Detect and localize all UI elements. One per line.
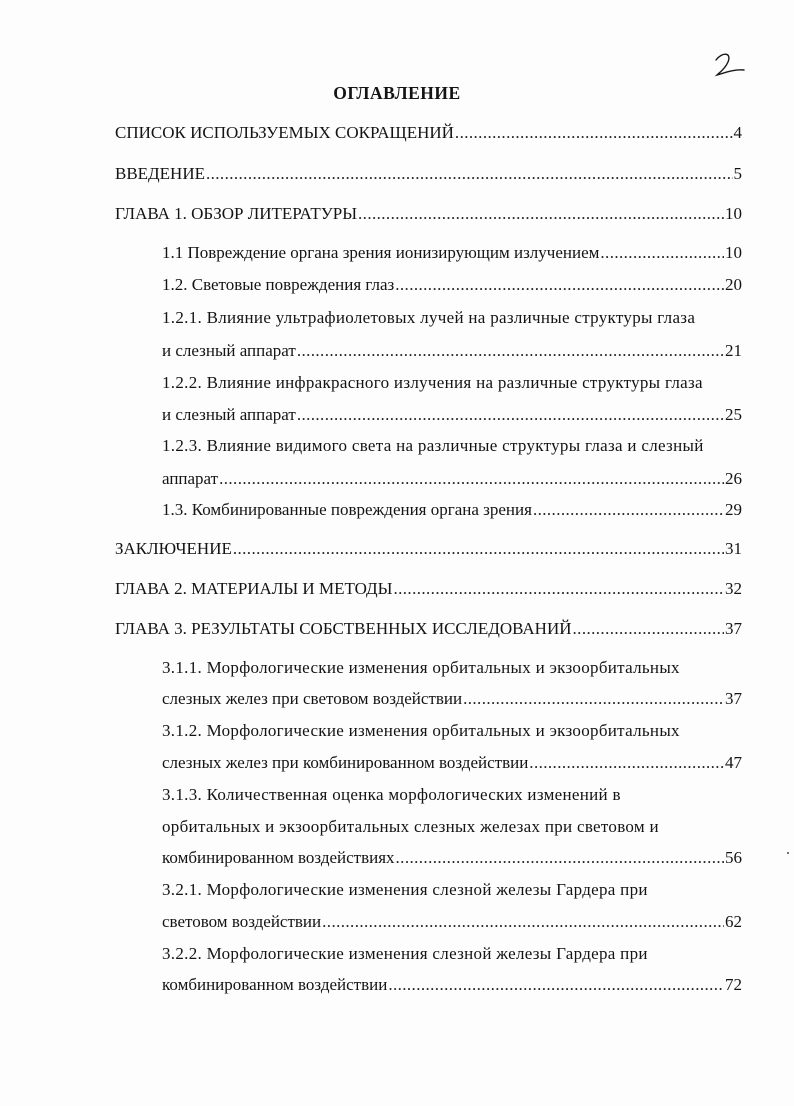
toc-page: 56 — [725, 848, 742, 867]
toc-entry-3-2-2-line1: 3.2.2. Морфологические изменения слезной железы Гардера при — [162, 944, 648, 963]
toc-page: 26 — [725, 469, 742, 488]
toc-label: 1.3. Комбинированные повреждения органа зрения — [162, 500, 532, 519]
toc-page: 4 — [733, 123, 742, 142]
toc-leader — [297, 404, 724, 426]
toc-label: слезных желез при световом воздействии — [162, 689, 463, 708]
toc-leader — [322, 911, 724, 933]
toc-entry-3-1-3-line2: орбитальных и экзоорбитальных слезных железах при световом и — [162, 817, 659, 836]
toc-entry-1-2[interactable] — [162, 274, 742, 296]
toc-leader — [463, 688, 724, 710]
toc-label: ГЛАВА 2. МАТЕРИАЛЫ И МЕТОДЫ — [115, 579, 393, 598]
page-number-handwritten — [708, 48, 756, 82]
toc-page: 37 — [725, 619, 742, 638]
toc-label: ЗАКЛЮЧЕНИЕ — [115, 539, 232, 558]
toc-entry-3-2-2[interactable] — [162, 974, 742, 996]
toc-entry-3-2-1[interactable] — [162, 911, 742, 933]
toc-label: комбинированном воздействиях — [162, 848, 395, 867]
toc-label: комбинированном воздействии — [162, 975, 388, 994]
toc-label: СПИСОК ИСПОЛЬЗУЕМЫХ СОКРАЩЕНИЙ — [115, 123, 454, 142]
toc-entry-1-3[interactable] — [162, 499, 742, 521]
toc-label: световом воздействии — [162, 912, 322, 931]
toc-page: 25 — [725, 405, 742, 424]
toc-page: 32 — [725, 579, 742, 598]
toc-entry-3-1-3[interactable] — [162, 847, 742, 869]
toc-leader — [358, 203, 724, 225]
toc-entry-3-1-1[interactable] — [162, 688, 742, 710]
toc-entry-conclusion[interactable] — [115, 538, 742, 560]
toc-page: 72 — [725, 975, 742, 994]
toc-page: 47 — [725, 753, 742, 772]
toc-leader — [455, 122, 733, 144]
toc-leader — [533, 499, 724, 521]
toc-leader — [388, 974, 724, 996]
toc-entry-chapter-3[interactable] — [115, 618, 742, 640]
toc-label: 1.2. Световые повреждения глаз — [162, 275, 395, 294]
toc-entry-1-2-3[interactable] — [162, 468, 742, 490]
toc-label: 1.1 Повреждение органа зрения ионизирующим излучением — [162, 243, 600, 262]
toc-page: 29 — [725, 500, 742, 519]
toc-leader — [297, 340, 724, 362]
toc-label: и слезный аппарат — [162, 405, 296, 424]
toc-entry-abbreviations[interactable] — [115, 122, 742, 144]
toc-page: 10 — [725, 204, 742, 223]
toc-entry-3-1-2-line1: 3.1.2. Морфологические изменения орбитальных и экзоорбитальных — [162, 721, 680, 740]
toc-leader — [600, 242, 724, 264]
toc-entry-1-2-1-line1: 1.2.1. Влияние ультрафиолетовых лучей на различные структуры глаза — [162, 308, 696, 327]
toc-leader — [219, 468, 724, 490]
toc-page: 37 — [725, 689, 742, 708]
toc-label: ГЛАВА 3. РЕЗУЛЬТАТЫ СОБСТВЕННЫХ ИССЛЕДОВАНИЙ — [115, 619, 572, 638]
toc-page: 10 — [725, 243, 742, 262]
toc-entry-1-1[interactable] — [162, 242, 742, 264]
toc-page: 21 — [725, 341, 742, 360]
toc-leader — [206, 163, 733, 185]
toc-page: 5 — [733, 164, 742, 183]
toc-label: слезных желез при комбинированном воздействии — [162, 753, 529, 772]
toc-entry-chapter-2[interactable] — [115, 578, 742, 600]
toc-entry-3-1-3-line1: 3.1.3. Количественная оценка морфологических изменений в — [162, 785, 621, 804]
toc-leader — [573, 618, 724, 640]
toc-entry-1-2-2[interactable] — [162, 404, 742, 426]
toc-entry-chapter-1[interactable] — [115, 203, 742, 225]
page-title: ОГЛАВЛЕНИЕ — [333, 83, 461, 103]
toc-leader — [233, 538, 724, 560]
toc-leader — [395, 274, 724, 296]
toc-page: 20 — [725, 275, 742, 294]
toc-page: 62 — [725, 912, 742, 931]
toc-entry-introduction[interactable] — [115, 163, 742, 185]
toc-label: аппарат — [162, 469, 219, 488]
toc-page: 31 — [725, 539, 742, 558]
toc-entry-3-1-2[interactable] — [162, 752, 742, 774]
toc-entry-1-2-3-line1: 1.2.3. Влияние видимого света на различные структуры глаза и слезный — [162, 436, 704, 455]
toc-leader — [396, 847, 724, 869]
toc-label: и слезный аппарат — [162, 341, 296, 360]
scan-speck — [787, 852, 789, 854]
toc-entry-3-2-1-line1: 3.2.1. Морфологические изменения слезной железы Гардера при — [162, 880, 648, 899]
toc-label: ГЛАВА 1. ОБЗОР ЛИТЕРАТУРЫ — [115, 204, 358, 223]
toc-label: ВВЕДЕНИЕ — [115, 164, 205, 183]
toc-entry-1-2-1[interactable] — [162, 340, 742, 362]
toc-leader — [529, 752, 724, 774]
toc-entry-3-1-1-line1: 3.1.1. Морфологические изменения орбитальных и экзоорбитальных — [162, 658, 680, 677]
toc-leader — [393, 578, 724, 600]
toc-entry-1-2-2-line1: 1.2.2. Влияние инфракрасного излучения на различные структуры глаза — [162, 373, 703, 392]
